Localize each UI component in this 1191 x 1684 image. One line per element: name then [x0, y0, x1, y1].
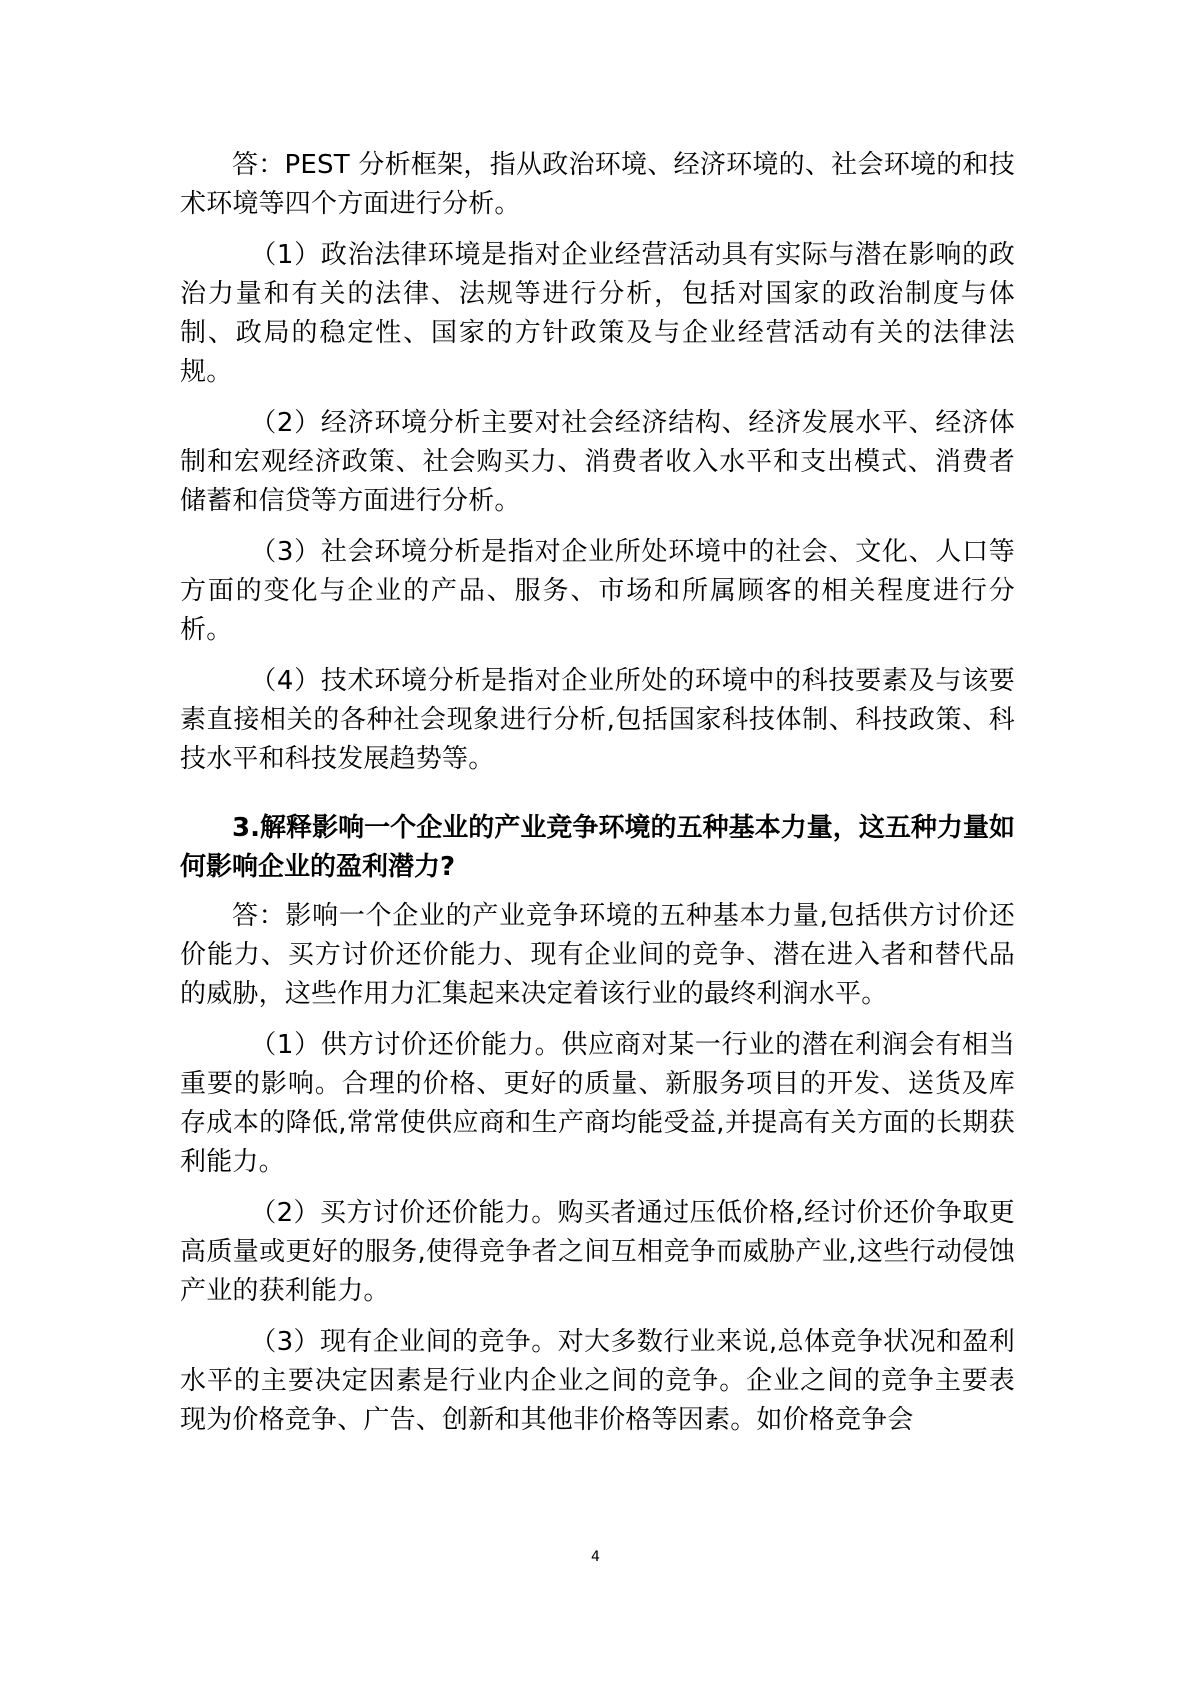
answer-buyer-power: （2）买方讨价还价能力。购买者通过压低价格,经讨价还价争取更高质量或更好的服务,使得竞争者之间互相竞争而威胁产业,这些行动侵蚀产业的获利能力。: [180, 1198, 1015, 1306]
answer-five-forces-intro: 答：影响一个企业的产业竞争环境的五种基本力量,包括供方讨价还价能力、买方讨价还价能力、现有企业间的竞争、潜在进入者和替代品的威胁，这些作用力汇集起来决定着该行业的最终利润水平。: [180, 901, 1015, 1009]
question-3-heading: 3.解释影响一个企业的产业竞争环境的五种基本力量，这五种力量如何影响企业的盈利潜力?: [180, 813, 1015, 882]
answer-rivalry: （3）现有企业间的竞争。对大多数行业来说,总体竞争状况和盈利水平的主要决定因素是行业内企业之间的竞争。企业之间的竞争主要表现为价格竞争、广告、创新和其他非价格等因素。如价格竞争会: [180, 1327, 1015, 1435]
page-content: [180, 146, 1015, 1440]
answer-pest-economic: （2）经济环境分析主要对社会经济结构、经济发展水平、经济体制和宏观经济政策、社会购买力、消费者收入水平和支出模式、消费者储蓄和信贷等方面进行分析。: [180, 408, 1015, 516]
answer-pest-social: （3）社会环境分析是指对企业所处环境中的社会、文化、人口等方面的变化与企业的产品、服务、市场和所属顾客的相关程度进行分析。: [180, 537, 1015, 645]
answer-pest-technology: （4）技术环境分析是指对企业所处的环境中的科技要素及与该要素直接相关的各种社会现象进行分析,包括国家科技体制、科技政策、科技水平和科技发展趋势等。: [180, 666, 1015, 774]
answer-pest-political: （1）政治法律环境是指对企业经营活动具有实际与潜在影响的政治力量和有关的法律、法规等进行分析，包括对国家的政治制度与体制、政局的稳定性、国家的方针政策及与企业经营活动有关的法律法规。: [180, 240, 1015, 387]
answer-supplier-power: （1）供方讨价还价能力。供应商对某一行业的潜在利润会有相当重要的影响。合理的价格、更好的质量、新服务项目的开发、送货及库存成本的降低,常常使供应商和生产商均能受益,并提高有关方面的长期获利能力。: [180, 1030, 1015, 1177]
answer-pest-intro: 答：PEST 分析框架，指从政治环境、经济环境的、社会环境的和技术环境等四个方面进行分析。: [180, 150, 1015, 219]
page-number: 4: [591, 1549, 600, 1565]
